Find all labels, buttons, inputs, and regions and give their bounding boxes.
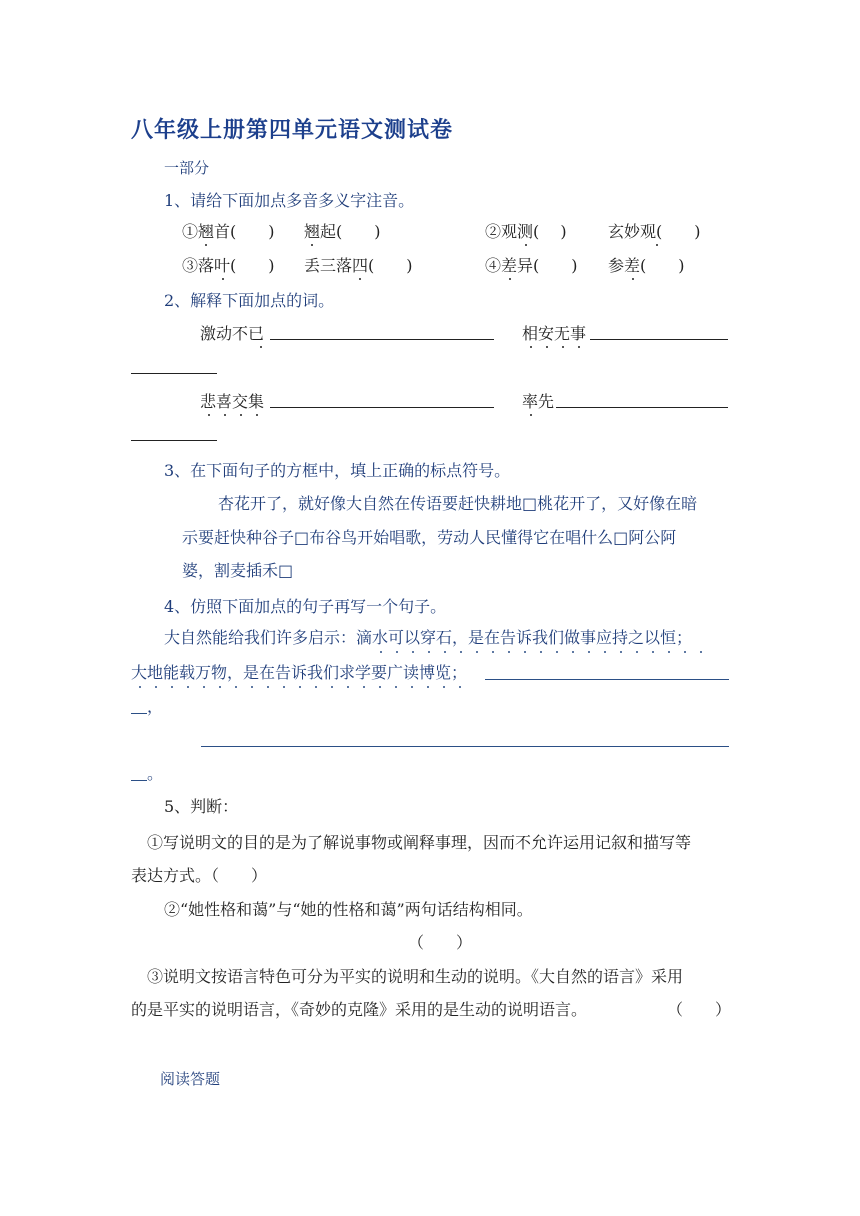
q3-line-2: 示要赶快种谷子□布谷鸟开始唱歌，劳动人民懂得它在唱什么□阿公阿: [182, 528, 677, 547]
q3-prompt: 3、在下面句子的方框中，填上正确的标点符号。: [164, 461, 511, 480]
q5-item-1-line-1: ①写说明文的目的是为了解说事物或阐释事理，因而不允许运用记叙和描写等: [147, 833, 692, 852]
section-heading-reading: 阅读答题: [160, 1070, 221, 1088]
q3-line-3: 婆，割麦插禾□: [182, 561, 294, 580]
emphasis-dot: [139, 686, 141, 688]
emphasis-dot: [556, 651, 558, 653]
emphasis-dot: [379, 686, 381, 688]
emphasis-dot: [224, 414, 226, 416]
q5-item-2: ②“她性格和蔼”与“她的性格和蔼”两句话结构相同。: [164, 900, 533, 919]
emphasis-dot: [508, 651, 510, 653]
emphasis-dot: [444, 651, 446, 653]
emphasis-dot: [530, 346, 532, 348]
page-title: 八年级上册第四单元语文测试卷: [131, 117, 454, 143]
emphasis-dot: [546, 346, 548, 348]
emphasis-dot: [540, 651, 542, 653]
q5-prompt: 5、判断：: [164, 797, 239, 816]
emphasis-dot: [636, 651, 638, 653]
emphasis-dot: [331, 686, 333, 688]
emphasis-dot: [578, 346, 580, 348]
emphasis-dot: [260, 346, 262, 348]
emphasis-dot: [235, 686, 237, 688]
answer-line[interactable]: [590, 339, 728, 340]
answer-line[interactable]: [131, 373, 217, 374]
q5-item-3-line-2: 的是平实的说明语言，《奇妙的克隆》采用的是生动的说明语言。: [131, 1000, 588, 1019]
emphasis-dot: [656, 244, 658, 246]
emphasis-dot: [363, 686, 365, 688]
emphasis-dot: [219, 686, 221, 688]
emphasis-dot: [459, 686, 461, 688]
answer-line[interactable]: [270, 407, 494, 408]
emphasis-dot: [620, 651, 622, 653]
emphasis-dot: [412, 651, 414, 653]
emphasis-dot: [311, 244, 313, 246]
emphasis-dot: [187, 686, 189, 688]
emphasis-dot: [396, 651, 398, 653]
emphasis-dot: [632, 278, 634, 280]
q5-item-3-line-1: ③说明文按语言特色可分为平实的说明和生动的说明。《大自然的语言》采用: [147, 967, 684, 986]
emphasis-dot: [562, 346, 564, 348]
q4-end-period: 。: [147, 764, 164, 783]
q2-word-3: 悲喜交集: [200, 392, 265, 411]
emphasis-dot: [359, 278, 361, 280]
q1-item-4: 玄妙观( ): [608, 222, 701, 241]
emphasis-dot: [299, 686, 301, 688]
emphasis-dot: [283, 686, 285, 688]
emphasis-dot: [700, 651, 702, 653]
emphasis-dot: [427, 686, 429, 688]
emphasis-dot: [347, 686, 349, 688]
emphasis-dot: [222, 278, 224, 280]
emphasis-dot: [684, 651, 686, 653]
q5-item-1-line-2: 表达方式。（ ）: [131, 866, 268, 885]
q2-prompt: 2、解释下面加点的词。: [164, 291, 335, 310]
section-heading-part1: 一部分: [164, 159, 210, 177]
emphasis-dot: [428, 651, 430, 653]
answer-line[interactable]: [556, 407, 728, 408]
emphasis-dot: [476, 651, 478, 653]
emphasis-dot: [524, 651, 526, 653]
emphasis-dot: [380, 651, 382, 653]
answer-line[interactable]: [131, 780, 147, 781]
emphasis-dot: [652, 651, 654, 653]
q1-item-3: ②观测( ): [485, 222, 567, 241]
emphasis-dot: [155, 686, 157, 688]
emphasis-dot: [411, 686, 413, 688]
q4-prompt: 4、仿照下面加点的句子再写一个句子。: [164, 597, 447, 616]
emphasis-dot: [256, 414, 258, 416]
q4-end-comma: ，: [147, 697, 164, 716]
emphasis-dot: [203, 686, 205, 688]
q1-prompt: 1、请给下面加点多音多义字注音。: [164, 191, 415, 210]
q2-word-1: 激动不已: [200, 324, 265, 343]
q1-item-6: 丢三落四( ): [304, 256, 413, 275]
emphasis-dot: [509, 278, 511, 280]
emphasis-dot: [604, 651, 606, 653]
q1-item-2: 翘起( ): [304, 222, 381, 241]
q5-item-3-answer[interactable]: （ ）: [667, 1000, 732, 1019]
emphasis-dot: [251, 686, 253, 688]
q2-word-4: 率先: [522, 392, 555, 411]
answer-line[interactable]: [131, 440, 217, 441]
q4-example-line-1: 大自然能给我们许多启示：滴水可以穿石，是在告诉我们做事应持之以恒；: [164, 628, 693, 647]
q1-item-7: ④差异( ): [485, 256, 578, 275]
q4-example-line-2: 大地能载万物，是在告诉我们求学要广读博览；: [131, 663, 468, 682]
emphasis-dot: [240, 414, 242, 416]
emphasis-dot: [267, 686, 269, 688]
q1-item-5: ③落叶( ): [182, 256, 275, 275]
emphasis-dot: [208, 414, 210, 416]
q3-line-1: 杏花开了，就好像大自然在传语要赶快耕地□桃花开了，又好像在暗: [218, 494, 698, 513]
q2-word-2: 相安无事: [522, 324, 587, 343]
answer-line[interactable]: [131, 713, 147, 714]
q5-item-2-answer[interactable]: （ ）: [408, 933, 473, 952]
emphasis-dot: [205, 244, 207, 246]
emphasis-dot: [395, 686, 397, 688]
answer-line[interactable]: [485, 679, 729, 680]
emphasis-dot: [588, 651, 590, 653]
answer-line[interactable]: [270, 339, 494, 340]
q1-item-1: ①翘首( ): [182, 222, 275, 241]
emphasis-dot: [572, 651, 574, 653]
emphasis-dot: [460, 651, 462, 653]
emphasis-dot: [668, 651, 670, 653]
emphasis-dot: [530, 414, 532, 416]
q1-item-8: 参差( ): [608, 256, 685, 275]
emphasis-dot: [171, 686, 173, 688]
emphasis-dot: [315, 686, 317, 688]
emphasis-dot: [443, 686, 445, 688]
emphasis-dot: [525, 244, 527, 246]
answer-line[interactable]: [201, 746, 729, 747]
emphasis-dot: [492, 651, 494, 653]
